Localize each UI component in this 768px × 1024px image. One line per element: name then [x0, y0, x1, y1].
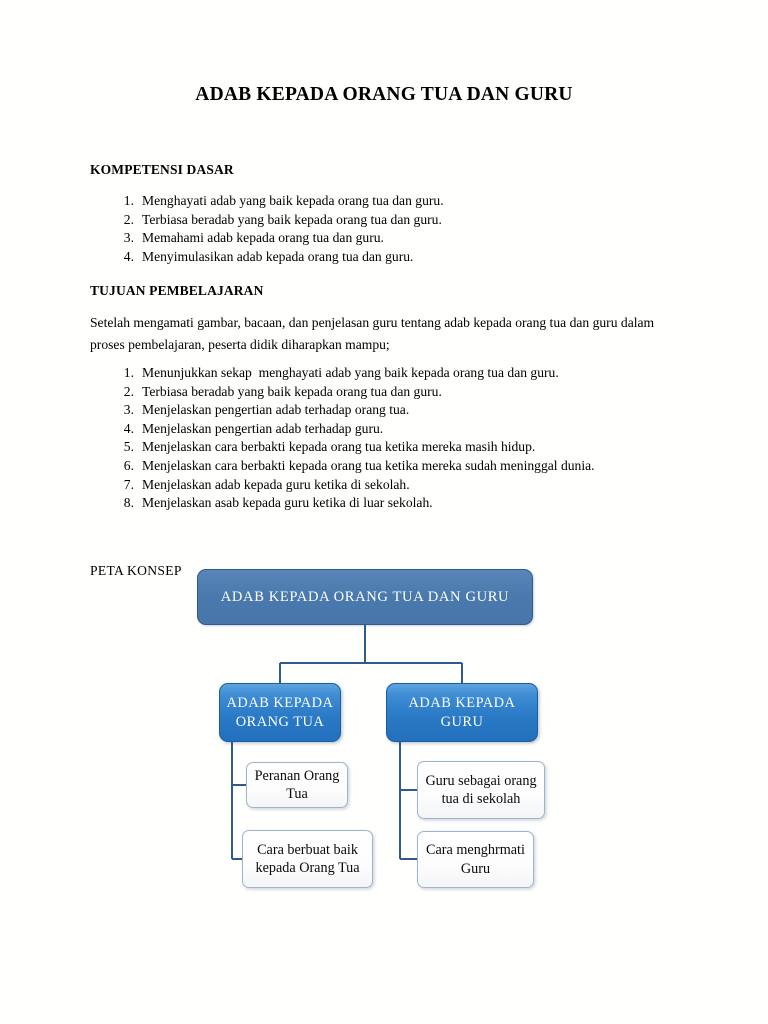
list-item — [112, 476, 595, 495]
diagram-leaf-guru-sebagai-orang-tua[interactable] — [417, 761, 545, 819]
list-item-text: Menjelaskan adab kepada guru ketika di sekolah. — [142, 476, 410, 492]
list-item — [112, 438, 595, 457]
list-item-number: 3. — [123, 402, 134, 418]
diagram-leaf-cara-menghormati-guru[interactable] — [417, 831, 534, 888]
list-item-number: 8. — [123, 495, 134, 511]
list-item — [112, 420, 595, 439]
diagram-node-root-label: ADAB KEPADA ORANG TUA DAN GURU — [220, 588, 510, 605]
list-item — [112, 401, 595, 420]
list-item-text: Terbiasa beradab yang baik kepada orang tua dan guru. — [142, 211, 442, 227]
list-item-text: Menjelaskan cara berbakti kepada orang tua ketika mereka sudah meninggal dunia. — [142, 457, 595, 473]
list-item-number: 7. — [123, 476, 134, 492]
list-item — [112, 494, 595, 513]
diagram-node-adab-guru-label: ADAB KEPADA GURU — [408, 694, 516, 730]
diagram-leaf-label: Cara menghrmati Guru — [426, 842, 525, 877]
list-item-text: Menjelaskan cara berbakti kepada orang tua ketika mereka masih hidup. — [142, 439, 536, 455]
list-item — [112, 192, 444, 211]
list-item — [112, 248, 444, 267]
tujuan-pembelajaran-list — [112, 364, 595, 513]
list-item — [112, 457, 595, 476]
list-item — [112, 211, 444, 230]
diagram-leaf-peranan-orang-tua[interactable] — [246, 762, 348, 808]
list-item-number: 4. — [123, 248, 134, 264]
list-item-text: Menyimulasikan adab kepada orang tua dan guru. — [142, 248, 414, 264]
list-item-number: 6. — [123, 457, 134, 473]
list-item — [112, 383, 595, 402]
list-item-text: Menunjukkan sekap menghayati adab yang baik kepada orang tua dan guru. — [142, 365, 559, 380]
list-item-text: Menghayati adab yang baik kepada orang tua dan guru. — [142, 193, 444, 208]
list-item-number: 5. — [123, 439, 134, 455]
section-heading-kompetensi-dasar: KOMPETENSI DASAR — [90, 162, 234, 177]
peta-konsep-label: PETA KONSEP — [90, 563, 182, 578]
diagram-leaf-label: Cara berbuat baik kepada Orang Tua — [255, 841, 360, 876]
page-title: ADAB KEPADA ORANG TUA DAN GURU — [195, 84, 573, 105]
list-item-text: Menjelaskan asab kepada guru ketika di luar sekolah. — [142, 495, 433, 511]
list-item-number: 2. — [123, 211, 134, 227]
diagram-node-adab-guru[interactable] — [386, 683, 538, 742]
list-item-text: Memahami adab kepada orang tua dan guru. — [142, 230, 384, 246]
list-item-number: 2. — [123, 383, 134, 399]
list-item-text: Menjelaskan pengertian adab terhadap guru. — [142, 420, 384, 436]
diagram-leaf-label: Guru sebagai orang tua di sekolah — [425, 772, 537, 807]
section-heading-tujuan-pembelajaran: TUJUAN PEMBELAJARAN — [90, 283, 264, 298]
list-item — [112, 229, 444, 248]
kompetensi-dasar-list — [112, 192, 444, 266]
diagram-node-adab-orang-tua-label: ADAB KEPADA ORANG TUA — [226, 694, 334, 730]
list-item-number: 4. — [123, 420, 134, 436]
diagram-leaf-label: Peranan Orang Tua — [254, 767, 340, 802]
list-item-number: 1. — [123, 365, 134, 380]
diagram-node-root[interactable] — [197, 569, 533, 625]
list-item-text: Menjelaskan pengertian adab terhadap orang tua. — [142, 402, 410, 418]
list-item-number: 1. — [123, 193, 134, 208]
list-item-text: Terbiasa beradab yang baik kepada orang tua dan guru. — [142, 383, 442, 399]
tujuan-pembelajaran-intro: Setelah mengamati gambar, bacaan, dan penjelasan guru tentang adab kepada orang tua dan guru dalam proses pembelajaran, peserta didik diharapkan mampu; — [90, 315, 655, 352]
diagram-leaf-cara-berbuat-baik[interactable] — [242, 830, 373, 888]
list-item — [112, 364, 595, 383]
diagram-node-adab-orang-tua[interactable] — [219, 683, 341, 742]
list-item-number: 3. — [123, 230, 134, 246]
